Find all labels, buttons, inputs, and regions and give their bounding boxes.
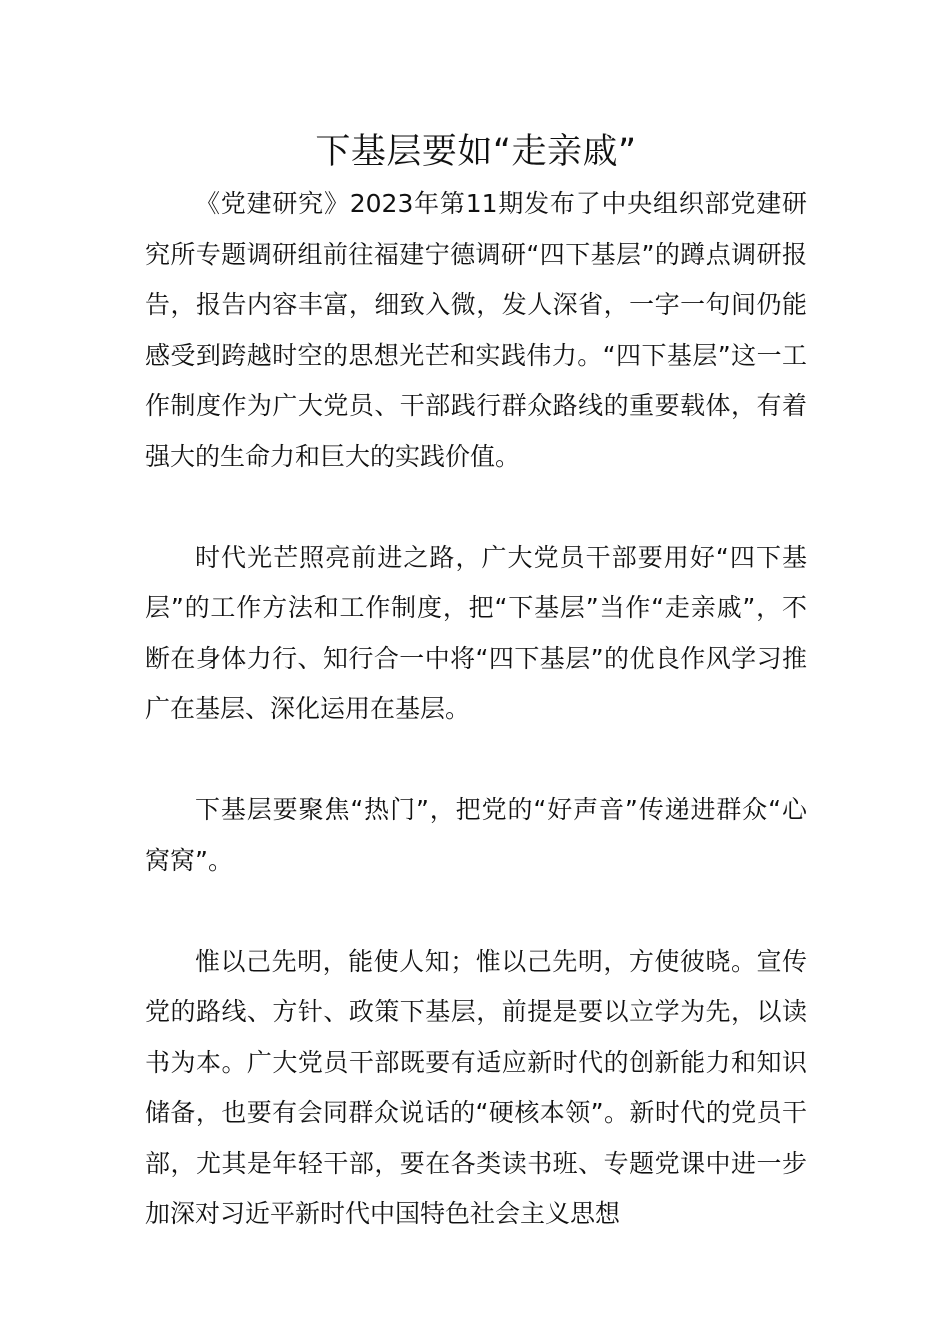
paragraph-3: 下基层要聚焦“热门”，把党的“好声音”传递进群众“心窝窝”。 xyxy=(145,795,807,875)
document-page xyxy=(145,128,807,1240)
paragraph-1: 《党建研究》2023年第11期发布了中央组织部党建研究所专题调研组前往福建宁德调研“四下基层”的蹲点调研报告，报告内容丰富，细致入微，发人深省，一字一句间仍能感受到跨越时空的思想光芒和实践伟力。“四下基层”这一工作制度作为广大党员、干部践行群众路线的重要载体，有着强大的生命力和巨大的实践价值。 xyxy=(145,189,807,471)
paragraph-4: 惟以己先明，能使人知；惟以己先明，方使彼晓。宣传党的路线、方针、政策下基层，前提是要以立学为先，以读书为本。广大党员干部既要有适应新时代的创新能力和知识储备，也要有会同群众说话的“硬核本领”。新时代的党员干部，尤其是年轻干部，要在各类读书班、专题党课中进一步加深对习近平新时代中国特色社会主义思想 xyxy=(145,946,807,1228)
paragraph-spacer xyxy=(145,886,807,937)
paragraph-2: 时代光芒照亮前进之路，广大党员干部要用好“四下基层”的工作方法和工作制度，把“下基层”当作“走亲戚”，不断在身体力行、知行合一中将“四下基层”的优良作风学习推广在基层、深化运用在基层。 xyxy=(145,542,807,723)
document-title: 下基层要如“走亲戚” xyxy=(315,132,637,172)
paragraph-spacer xyxy=(145,735,807,786)
paragraph-spacer xyxy=(145,482,807,533)
